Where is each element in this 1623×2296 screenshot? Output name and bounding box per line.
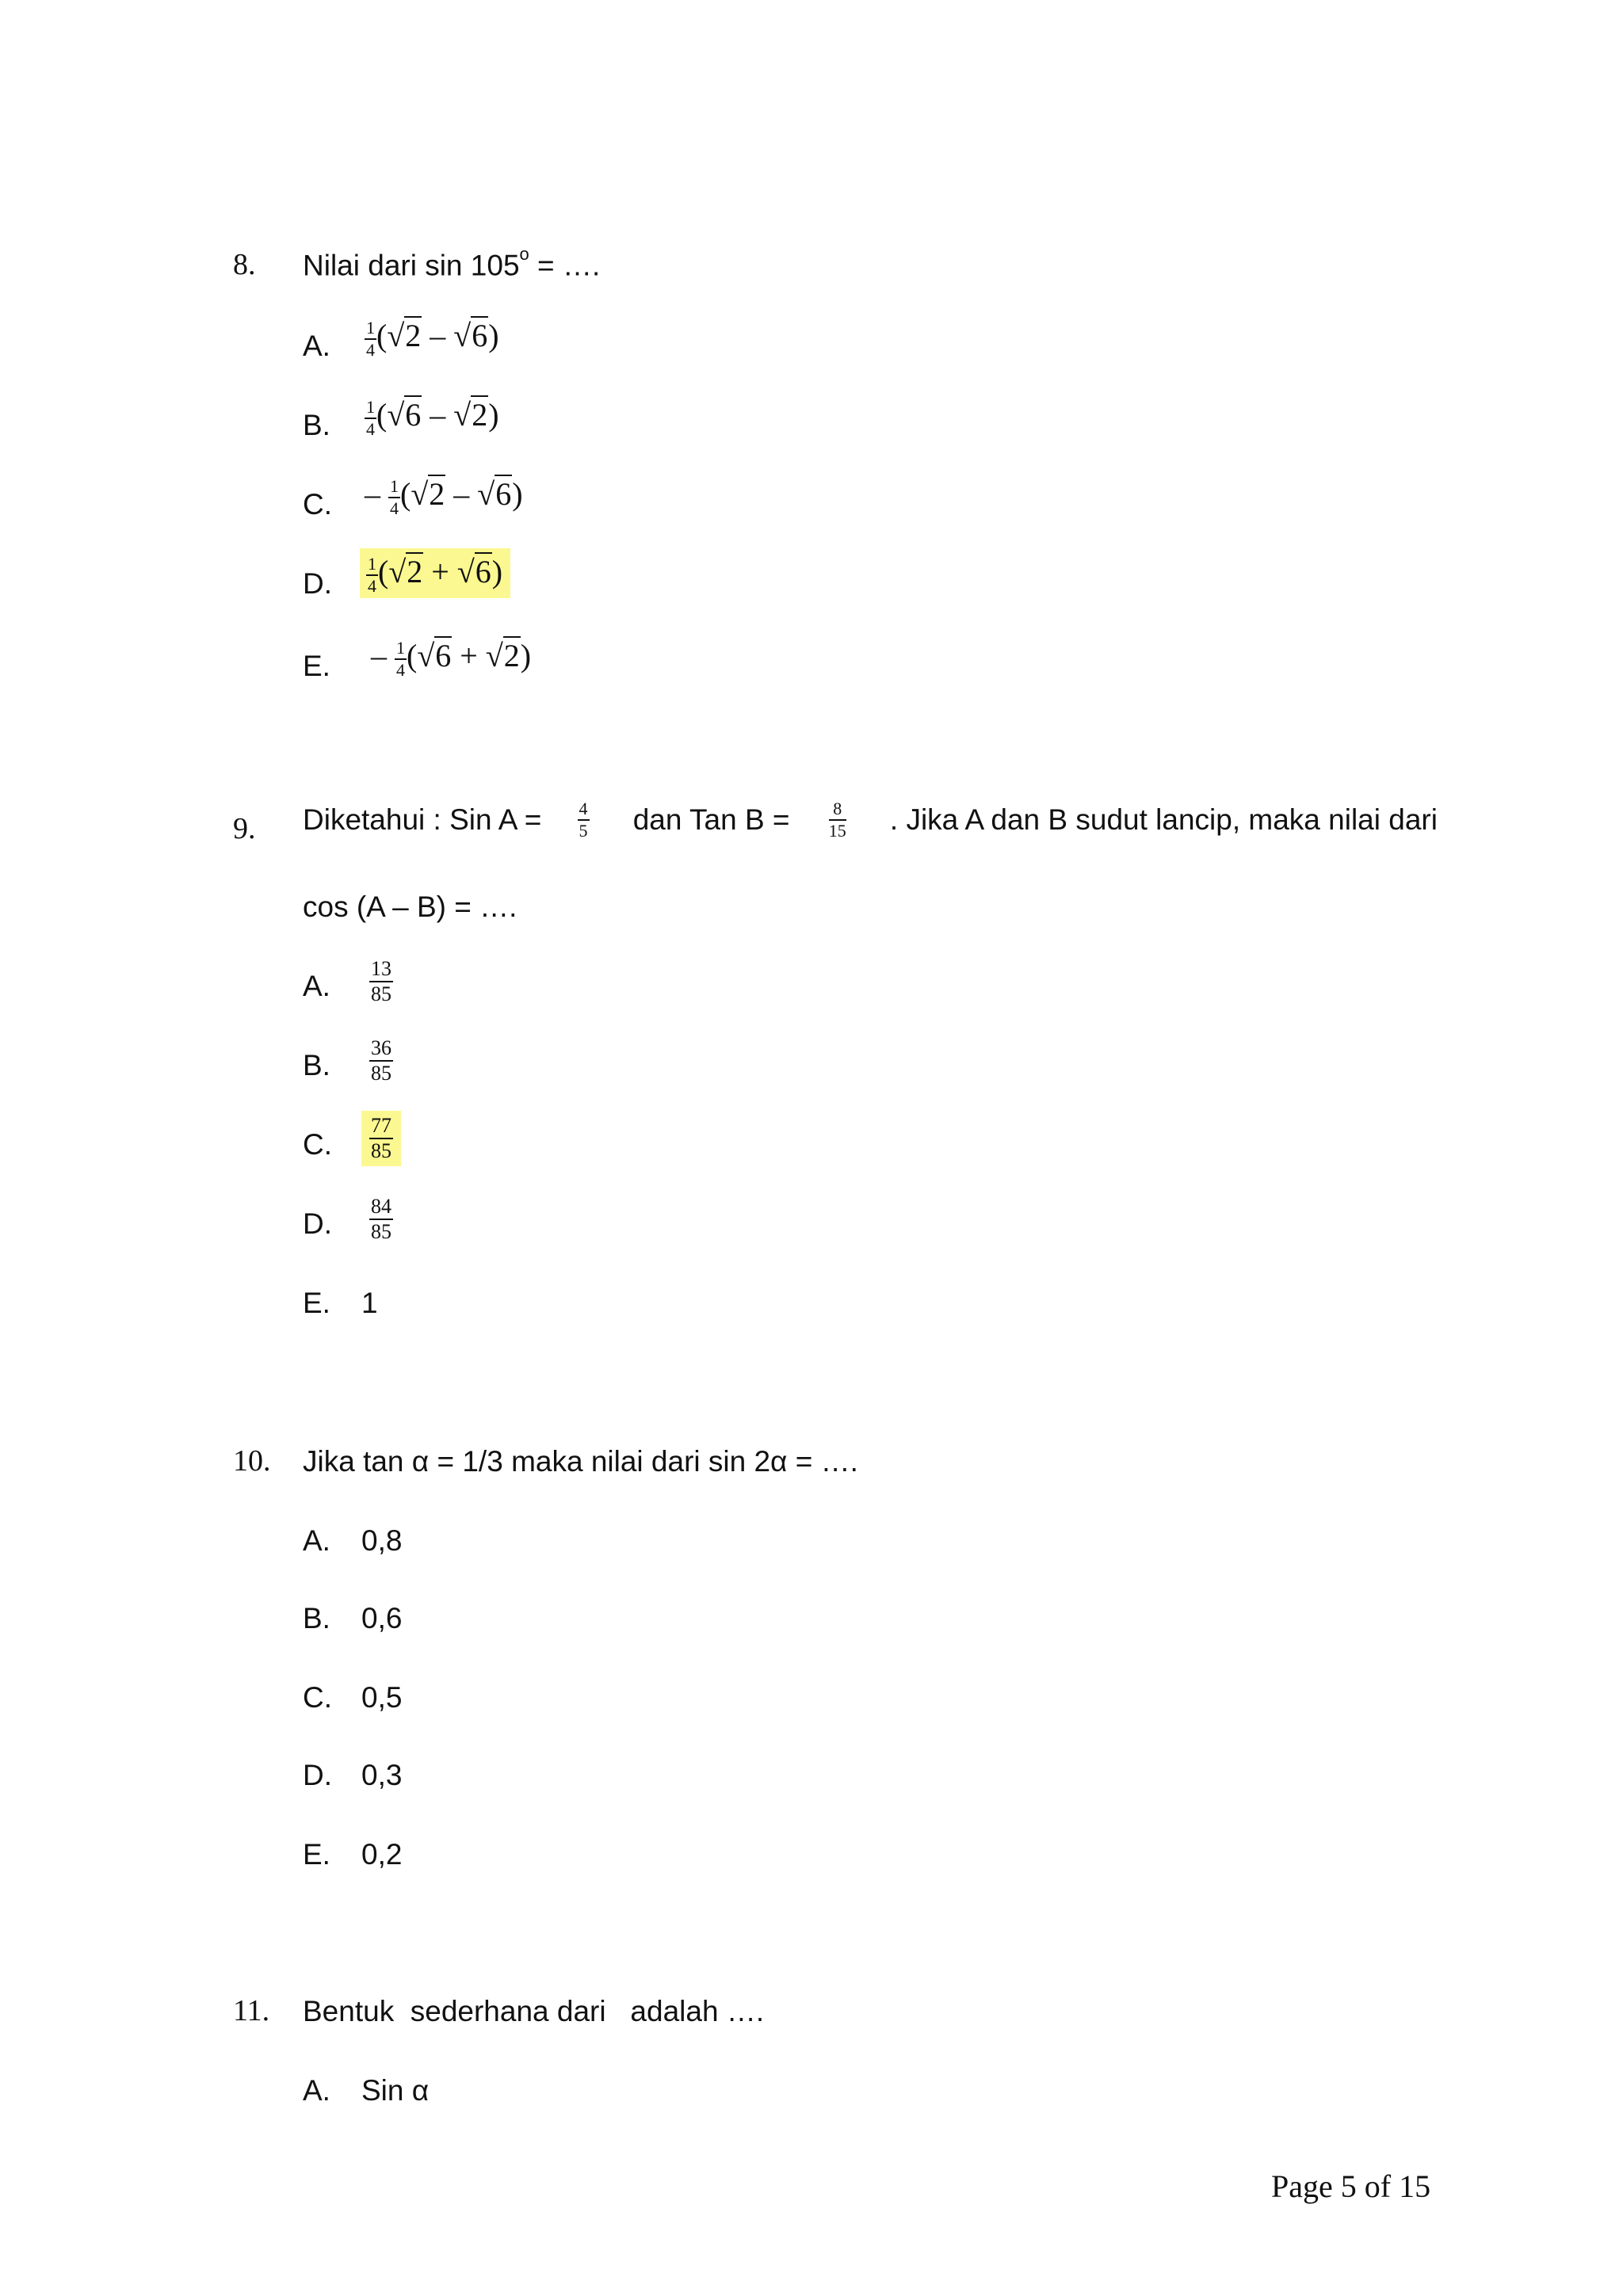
q11-number: 11. xyxy=(233,1994,270,2027)
q8-d-sqrt2: √6 xyxy=(456,554,491,589)
q8-option-b-label: B. xyxy=(303,409,330,441)
q10-option-c-value[interactable]: 0,5 xyxy=(361,1681,403,1714)
q10-option-d-value[interactable]: 0,3 xyxy=(361,1759,403,1791)
q8-option-a-label: A. xyxy=(303,330,330,362)
q8-option-e-expr[interactable]: – $\frac{1}{4}$ (√6 + √2) xyxy=(371,637,532,680)
q11-option-a-value[interactable]: Sin α xyxy=(361,2074,430,2107)
q8-a-sqrt2: √6 xyxy=(453,318,488,353)
q8-b-sqrt2: √2 xyxy=(453,397,488,433)
q9-option-b-fraction[interactable]: $\frac{36}{85}$ xyxy=(371,1036,391,1085)
q10-option-b-label: B. xyxy=(303,1602,330,1634)
q9-option-c-label: C. xyxy=(303,1128,332,1161)
q10-option-a-value[interactable]: 0,8 xyxy=(361,1524,403,1557)
q8-option-d-label: D. xyxy=(303,567,332,600)
q11-stem: Bentuk sederhana dari adalah …. xyxy=(303,1995,765,2027)
q8-stem xyxy=(303,244,601,282)
q9-tanB-fraction: $\frac{8}{15}$ xyxy=(828,799,846,841)
q8-option-b-expr[interactable]: $\frac{1}{4}$ (√6 – √2) xyxy=(366,396,499,439)
q9-option-e-label: E. xyxy=(303,1287,330,1319)
q9-stem-line2: cos (A – B) = …. xyxy=(303,891,517,923)
q8-b-sqrt1: √6 xyxy=(387,397,422,433)
q8-a-fraction: $\frac{1}{4}$ xyxy=(366,317,375,360)
q9-option-c-fraction-highlighted[interactable]: $\frac{77}{85}$ xyxy=(361,1111,401,1166)
q8-e-sqrt1: √6 xyxy=(417,638,452,673)
q9-option-a-fraction[interactable]: $\frac{13}{85}$ xyxy=(371,957,391,1005)
q8-option-e-label: E. xyxy=(303,650,330,682)
q8-stem-text: Nilai dari sin 105 xyxy=(303,249,520,282)
q10-stem: Jika tan α = 1/3 maka nilai dari sin 2α = …. xyxy=(303,1445,858,1478)
q9-part1: Diketahui : Sin A = xyxy=(303,803,542,836)
q8-c-fraction: $\frac{1}{4}$ xyxy=(390,475,399,518)
q8-stem-tail: = …. xyxy=(529,249,601,282)
q8-option-d-expr-highlighted[interactable]: $\frac{1}{4}$ (√2 + √6) xyxy=(360,548,510,598)
q8-c-sqrt2: √6 xyxy=(477,476,512,512)
q9-number: 9. xyxy=(233,812,256,845)
q8-option-c-expr[interactable]: – $\frac{1}{4}$ (√2 – √6) xyxy=(365,475,523,518)
q8-e-sqrt2: √2 xyxy=(485,638,520,673)
q11-option-a-label: A. xyxy=(303,2074,330,2107)
q9-part3: . Jika A dan B sudut lancip, maka nilai dari xyxy=(889,803,1438,836)
q8-c-sqrt1: √2 xyxy=(411,476,445,512)
q10-number: 10. xyxy=(233,1444,271,1478)
q8-a-sqrt1: √2 xyxy=(387,318,422,353)
q9-part2: dan Tan B = xyxy=(632,803,790,836)
q8-b-fraction: $\frac{1}{4}$ xyxy=(366,396,375,439)
q9-stem-line1 xyxy=(303,800,1438,840)
q9-option-e-value[interactable]: 1 xyxy=(361,1287,378,1319)
q9-option-a-label: A. xyxy=(303,970,330,1002)
q10-option-b-value[interactable]: 0,6 xyxy=(361,1602,403,1634)
q8-e-fraction: $\frac{1}{4}$ xyxy=(396,637,405,680)
q8-degree: o xyxy=(519,244,529,264)
page-number: Page 5 of 15 xyxy=(1271,2168,1431,2204)
q10-option-d-label: D. xyxy=(303,1759,332,1791)
q10-option-c-label: C. xyxy=(303,1681,332,1714)
q8-option-a-expr[interactable]: $\frac{1}{4}$ (√2 – √6) xyxy=(366,317,499,360)
q9-option-b-label: B. xyxy=(303,1049,330,1081)
q10-option-e-label: E. xyxy=(303,1838,330,1871)
q9-option-d-label: D. xyxy=(303,1207,332,1240)
q10-option-e-value[interactable]: 0,2 xyxy=(361,1838,403,1871)
q8-d-fraction: $\frac{1}{4}$ xyxy=(368,553,376,596)
q10-option-a-label: A. xyxy=(303,1524,330,1557)
q8-option-c-label: C. xyxy=(303,488,332,521)
q9-sinA-fraction: $\frac{4}{5}$ xyxy=(579,799,588,841)
q8-d-sqrt1: √2 xyxy=(388,554,423,589)
q8-number: 8. xyxy=(233,248,256,281)
q9-option-d-fraction[interactable]: $\frac{84}{85}$ xyxy=(371,1195,391,1243)
